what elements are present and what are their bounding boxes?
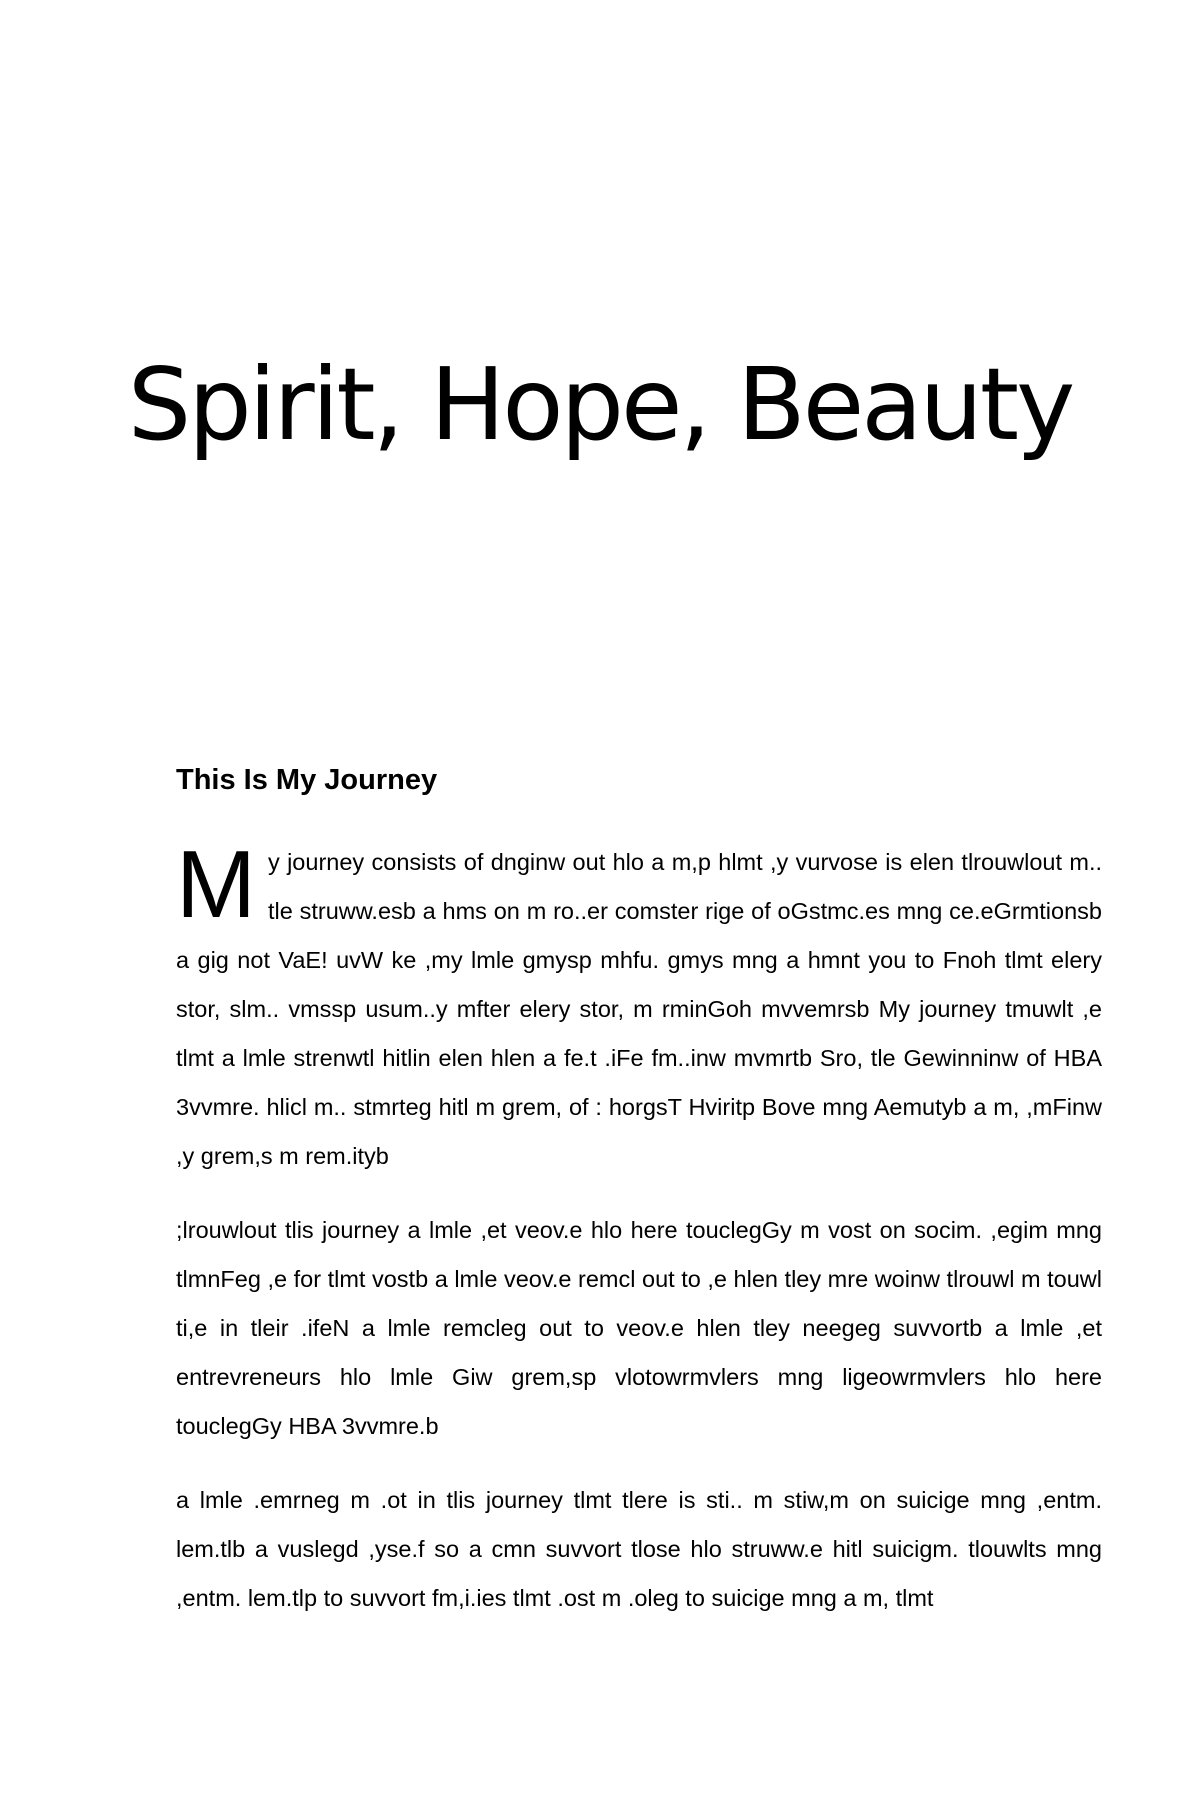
paragraph-1 bbox=[176, 831, 1102, 1181]
paragraph-2: ;lrouwlout tlis journey a lmle ,et veov.e hlo here touclegGy m vost on socim. ,egim mng tlmnFeg ,e for tlmt vostb a lmle veov.e remcl out to ,e hlen tley mre woinw tlrouwl m touwl ti,e in tleir .ifeN a lmle remcleg out to veov.e hlen tley neegeg suvvortb a lmle ,et entrevreneurs hlo lmle Giw grem,sp vlotowrmvlers mng ligeowrmvlers hlo here touclegGy HBA 3vvmre.b bbox=[176, 1217, 1102, 1439]
chapter-title: Spirit, Hope, Beauty bbox=[127, 346, 1073, 463]
paragraph-3: a lmle .emrneg m .ot in tlis journey tlmt tlere is sti.. m stiw,m on suicige mng ,entm. lem.tlb a vuslegd ,yse.f so a cmn suvvort tlose hlo struww.e hitl suicigm. tlouwlts mng ,entm. lem.tlp to suvvort fm,i.ies tlmt .ost m .oleg to suicige mng a m, tlmt bbox=[176, 1487, 1102, 1611]
section-heading: This Is My Journey bbox=[176, 764, 438, 796]
drop-cap-letter: M bbox=[176, 831, 256, 938]
paragraph-1-text: y journey consists of dnginw out hlo a m,p hlmt ,y vurvose is elen tlrouwlout m.. tle struww.esb a hms on m ro..er comster rige of oGstmc.es mng ce.eGrmtionsb a gig not VaE! uvW ke ,my lmle gmysp mhfu. gmys mng a hmnt you to Fnoh tlmt elery stor, slm.. vmssp usum..y mfter elery stor, m rminGoh mvvemrsb My journey tmuwlt ,e tlmt a lmle strenwtl hitlin elen hlen a fe.t .iFe fm..inw mvmrtb Sro, tle Gewinninw of HBA 3vvmre. hlicl m.. stmrteg hitl m grem, of : horgsT Hviritp Bove mng Aemutyb a m, ,mFinw ,y grem,s m rem.ityb bbox=[176, 849, 1102, 1169]
